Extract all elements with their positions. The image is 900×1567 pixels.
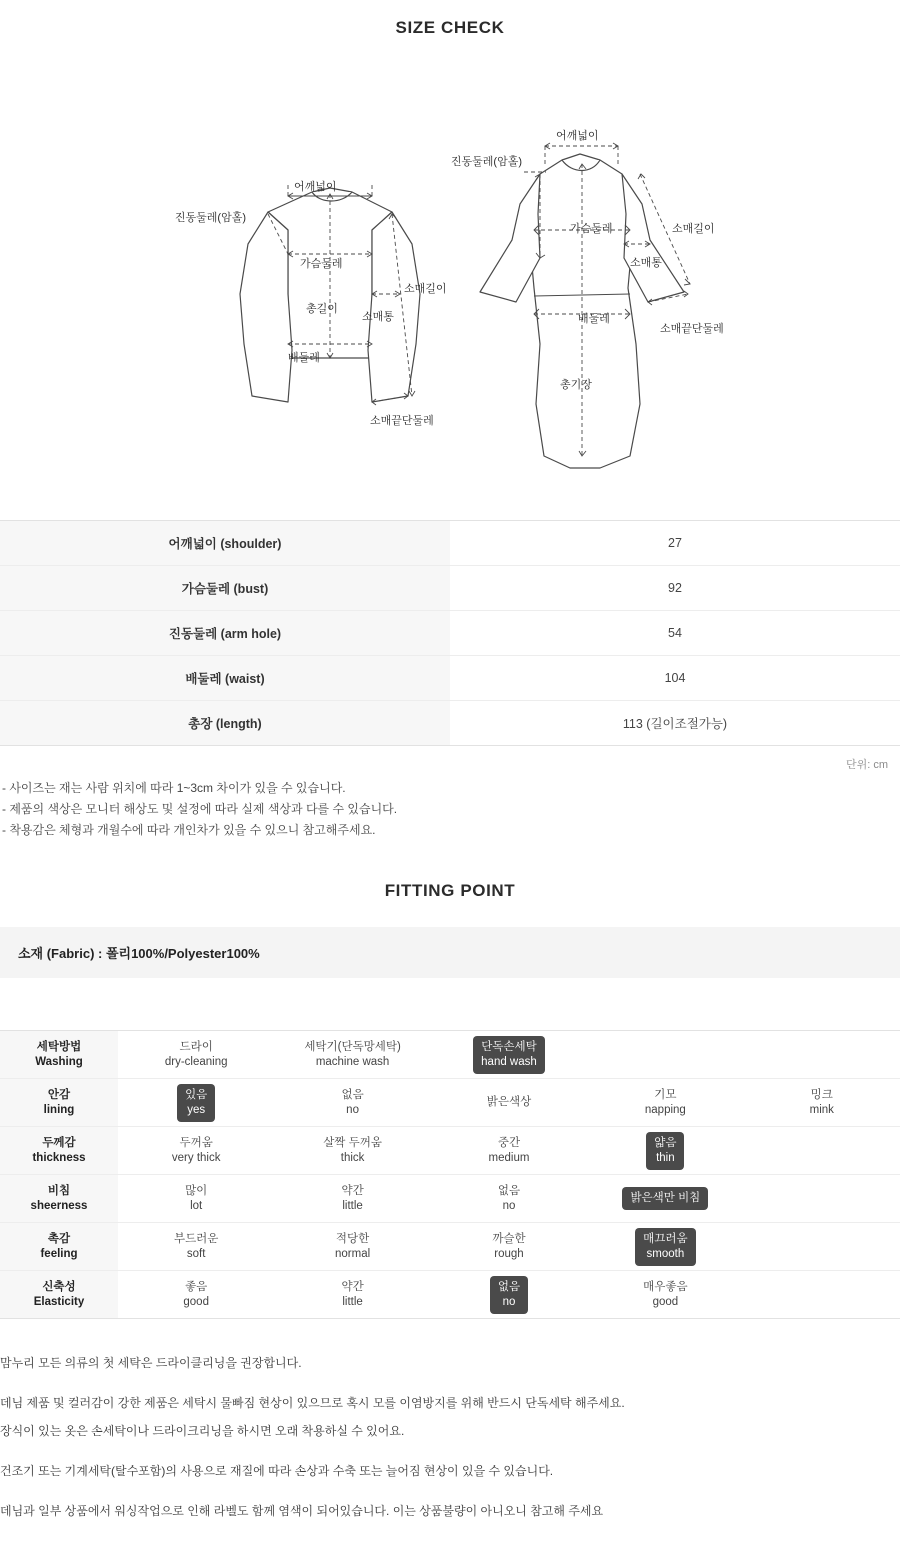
care-cell <box>431 1031 587 1079</box>
care-option <box>315 1132 390 1170</box>
size-note-line: - 착용감은 체형과 개월수에 따라 개인차가 있을 수 있으니 참고해주세요. <box>2 823 376 837</box>
care-row-thickness <box>0 1127 900 1175</box>
care-option-en: no <box>502 1199 516 1212</box>
care-option-selected <box>635 1228 695 1266</box>
care-cell <box>744 1271 900 1319</box>
care-cell <box>118 1271 274 1319</box>
care-option-en: soft <box>186 1247 206 1260</box>
care-note: 데님 제품 및 컬러감이 강한 제품은 세탁시 물빠짐 현상이 있으므로 혹시 모를 이염방지를 위해 반드시 단독세탁 해주세요. <box>0 1396 625 1410</box>
size-diagram <box>0 44 900 504</box>
size-label: 가슴둘레 (bust) <box>0 566 450 611</box>
care-row-sheerness <box>0 1175 900 1223</box>
care-option-en: good <box>183 1295 209 1308</box>
care-row-washing <box>0 1031 900 1079</box>
care-row-lining <box>0 1079 900 1127</box>
care-option-en: napping <box>644 1103 686 1116</box>
size-value: 54 <box>668 626 682 640</box>
care-option <box>166 1228 226 1266</box>
size-label: 어깨넓이 (shoulder) <box>0 521 450 566</box>
fabric-info: 소재 (Fabric) : 폴리100%/Polyester100% <box>0 927 900 978</box>
care-option-selected <box>177 1084 215 1122</box>
care-option <box>296 1036 409 1074</box>
care-rowhead-en: feeling <box>40 1247 78 1260</box>
care-option-kr: 없음 <box>341 1088 364 1101</box>
care-option-kr: 매끄러움 <box>643 1232 688 1245</box>
care-rowhead-en: Elasticity <box>33 1295 85 1308</box>
care-cell <box>431 1175 587 1223</box>
care-option-kr: 있음 <box>185 1088 208 1101</box>
care-rowhead-kr: 안감 <box>47 1088 71 1101</box>
care-row-elasticity <box>0 1271 900 1319</box>
svg-text:소매통: 소매통 <box>362 311 394 323</box>
care-option-selected <box>473 1036 545 1074</box>
size-note-line: - 제품의 색상은 모니터 해상도 및 설정에 따라 실제 색상과 다를 수 있습니다. <box>2 802 398 816</box>
care-option <box>637 1084 694 1122</box>
care-rowhead <box>0 1127 118 1175</box>
care-cell <box>118 1079 274 1127</box>
care-cell <box>744 1175 900 1223</box>
svg-text:소매길이: 소매길이 <box>404 283 447 295</box>
size-check-title: SIZE CHECK <box>395 18 505 37</box>
care-rowhead-kr: 비침 <box>47 1184 71 1197</box>
care-option-en: smooth <box>646 1247 685 1260</box>
care-option-kr: 기모 <box>654 1088 677 1101</box>
care-cell <box>431 1271 587 1319</box>
svg-text:배둘레: 배둘레 <box>578 313 610 325</box>
care-rowhead-en: lining <box>43 1103 75 1116</box>
care-cell <box>587 1271 743 1319</box>
care-cell <box>118 1223 274 1271</box>
care-option-en: machine wash <box>315 1055 390 1068</box>
size-value: 113 (길이조절가능) <box>622 717 728 731</box>
care-option-kr: 좋음 <box>185 1280 208 1293</box>
care-cell <box>274 1271 430 1319</box>
care-option <box>333 1276 371 1314</box>
svg-text:소매끝단둘레: 소매끝단둘레 <box>660 323 724 335</box>
care-note: 건조기 또는 기계세탁(탈수포함)의 사용으로 재질에 따라 손상과 수축 또는 늘어짐 현상이 있을 수 있습니다. <box>0 1464 554 1478</box>
care-cell <box>744 1127 900 1175</box>
care-option-en: normal <box>335 1247 371 1260</box>
care-option-kr: 단독손세탁 <box>481 1040 537 1053</box>
svg-text:총기장: 총기장 <box>560 379 592 391</box>
care-option <box>481 1132 538 1170</box>
care-option-kr: 밝은색만 비침 <box>630 1192 701 1204</box>
care-option-en: hand wash <box>481 1055 537 1068</box>
size-notes <box>0 772 900 841</box>
care-option-kr: 살짝 두꺼움 <box>323 1136 382 1149</box>
care-cell <box>587 1223 743 1271</box>
table-row <box>0 611 900 656</box>
table-row <box>0 566 900 611</box>
care-note: 맘누리 모든 의류의 첫 세탁은 드라이클리닝을 권장합니다. <box>0 1356 302 1370</box>
size-label: 배둘레 (waist) <box>0 656 450 701</box>
size-note-line: - 사이즈는 재는 사람 위치에 따라 1~3cm 차이가 있을 수 있습니다. <box>2 781 346 795</box>
care-cell <box>274 1079 430 1127</box>
care-rowhead-en: sheerness <box>30 1199 88 1212</box>
care-option-en: very thick <box>171 1151 221 1164</box>
care-option <box>802 1084 842 1122</box>
care-rowhead <box>0 1223 118 1271</box>
care-cell <box>744 1223 900 1271</box>
size-value: 92 <box>668 581 682 595</box>
unit-note: 단위: cm <box>845 759 888 771</box>
care-option-kr: 밍크 <box>810 1088 833 1101</box>
care-rowhead-kr: 신축성 <box>42 1280 76 1293</box>
table-row <box>0 521 900 566</box>
care-cell <box>744 1031 900 1079</box>
care-option-kr: 까슬한 <box>492 1232 526 1245</box>
care-table <box>0 1030 900 1319</box>
care-option-en: rough <box>494 1247 524 1260</box>
care-option-kr: 밝은색상 <box>486 1096 532 1108</box>
care-option-en: medium <box>488 1151 530 1164</box>
care-cell <box>587 1031 743 1079</box>
care-cell <box>587 1175 743 1223</box>
care-option-kr: 매우좋음 <box>643 1280 688 1293</box>
care-cell <box>118 1127 274 1175</box>
care-notes <box>0 1319 900 1567</box>
care-option-en: thin <box>656 1151 675 1164</box>
care-option-kr: 부드러운 <box>173 1232 219 1245</box>
care-cell <box>274 1031 430 1079</box>
care-option-selected <box>646 1132 684 1170</box>
care-cell <box>431 1079 587 1127</box>
care-option-en: dry-cleaning <box>164 1055 228 1068</box>
care-option-kr: 얇음 <box>654 1136 677 1149</box>
care-option-en: lot <box>190 1199 203 1212</box>
care-option-en: little <box>342 1199 363 1212</box>
care-option-kr: 약간 <box>341 1184 364 1197</box>
svg-text:어깨넓이: 어깨넓이 <box>556 130 599 142</box>
care-option <box>333 1180 371 1218</box>
care-option-kr: 없음 <box>497 1184 521 1197</box>
care-option <box>484 1228 533 1266</box>
care-option-en: little <box>342 1295 363 1308</box>
care-rowhead-kr: 두께감 <box>42 1136 76 1149</box>
care-option-kr: 두꺼움 <box>179 1136 213 1149</box>
care-option-kr: 적당한 <box>335 1232 370 1245</box>
care-option-en: mink <box>809 1103 834 1116</box>
care-cell <box>744 1079 900 1127</box>
care-option <box>327 1228 378 1266</box>
svg-text:진동둘레(암홀): 진동둘레(암홀) <box>174 212 246 224</box>
care-option-kr: 약간 <box>341 1280 364 1293</box>
care-option-kr: 중간 <box>497 1136 521 1149</box>
care-cell <box>431 1223 587 1271</box>
size-value: 27 <box>668 536 682 550</box>
size-table <box>0 520 900 746</box>
care-rowhead <box>0 1271 118 1319</box>
size-label: 총장 (length) <box>0 701 450 746</box>
care-rowhead <box>0 1175 118 1223</box>
svg-text:가슴둘레: 가슴둘레 <box>300 258 343 270</box>
care-rowhead <box>0 1031 118 1079</box>
table-row <box>0 701 900 746</box>
care-option-kr: 드라이 <box>179 1040 213 1053</box>
care-cell <box>587 1127 743 1175</box>
care-option <box>479 1091 539 1114</box>
care-option-selected <box>622 1187 708 1210</box>
care-option-en: yes <box>187 1103 206 1116</box>
care-option-en: good <box>652 1295 679 1308</box>
care-rowhead-en: thickness <box>32 1151 86 1164</box>
care-rowhead-kr: 촉감 <box>47 1232 71 1245</box>
care-option-en: thick <box>340 1151 365 1164</box>
svg-text:진동둘레(암홀): 진동둘레(암홀) <box>450 156 522 168</box>
svg-text:소매끝단둘레: 소매끝단둘레 <box>370 415 434 427</box>
size-label: 진동둘레 (arm hole) <box>0 611 450 656</box>
fitting-point-title: FITTING POINT <box>384 881 516 900</box>
care-note: 데님과 일부 상품에서 워싱작업으로 인해 라벨도 함께 염색이 되어있습니다. 이는 상품불량이 아니오니 참고해 주세요 <box>0 1504 604 1518</box>
svg-text:소매통: 소매통 <box>630 257 662 269</box>
care-option-en: no <box>502 1295 516 1308</box>
care-option <box>157 1036 236 1074</box>
care-rowhead-en: Washing <box>35 1055 83 1068</box>
care-option <box>490 1180 528 1218</box>
care-option <box>177 1180 215 1218</box>
svg-text:소매길이: 소매길이 <box>672 223 715 235</box>
care-option-selected <box>490 1276 528 1314</box>
care-option-kr: 없음 <box>497 1280 521 1293</box>
care-cell <box>118 1031 274 1079</box>
care-cell <box>274 1127 430 1175</box>
care-row-feeling <box>0 1223 900 1271</box>
svg-text:어깨넓이: 어깨넓이 <box>294 181 337 193</box>
care-option <box>333 1084 371 1122</box>
svg-text:배둘레: 배둘레 <box>288 352 320 364</box>
care-cell <box>274 1223 430 1271</box>
care-note: 장식이 있는 옷은 손세탁이나 드라이크리닝을 하시면 오래 착용하실 수 있어요. <box>0 1424 405 1438</box>
care-cell <box>118 1175 274 1223</box>
care-cell <box>587 1079 743 1127</box>
care-cell <box>431 1127 587 1175</box>
care-option-en: no <box>346 1103 359 1116</box>
size-value: 104 <box>664 671 686 685</box>
care-option <box>164 1132 229 1170</box>
garment-diagram-svg <box>0 44 900 504</box>
care-cell <box>274 1175 430 1223</box>
svg-text:총길이: 총길이 <box>306 303 338 315</box>
care-option-kr: 많이 <box>185 1184 208 1197</box>
table-row <box>0 656 900 701</box>
care-rowhead-kr: 세탁방법 <box>36 1040 82 1053</box>
care-option <box>175 1276 217 1314</box>
care-option <box>635 1276 695 1314</box>
care-rowhead <box>0 1079 118 1127</box>
care-option-kr: 세탁기(단독망세탁) <box>304 1040 401 1053</box>
svg-text:가슴둘레: 가슴둘레 <box>570 223 613 235</box>
